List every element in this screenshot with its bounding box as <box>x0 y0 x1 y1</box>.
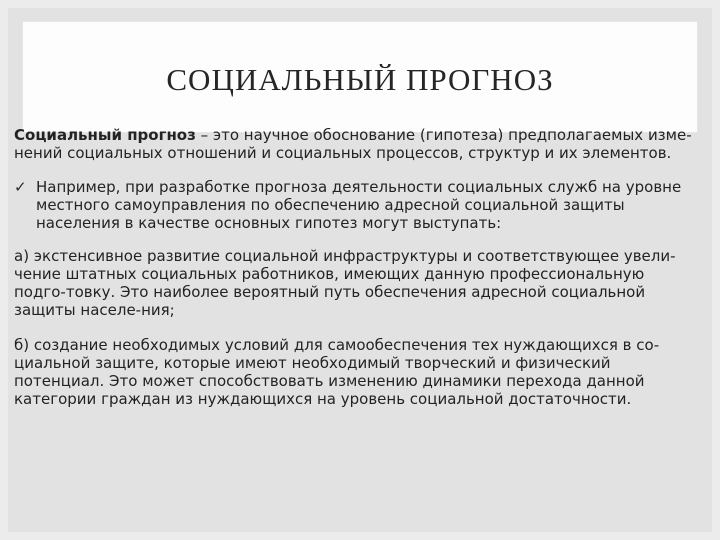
title-panel <box>22 21 698 133</box>
slide-title: СОЦИАЛЬНЫЙ ПРОГНОЗ <box>166 62 554 97</box>
definition-paragraph <box>14 126 698 162</box>
slide-body <box>14 126 698 408</box>
definition-term: Социальный прогноз <box>14 126 196 144</box>
checkmark-icon: ✓ <box>14 178 27 196</box>
definition-text: – это научное обоснование (гипотеза) предполагаемых изме-нений социальных отношений и социальных процессов, структур и их элементов. <box>14 126 692 162</box>
slide <box>8 8 712 532</box>
option-b-paragraph: б) создание необходимых условий для самообеспечения тех нуждающихся в со-циальной защите, которые имеют необходимый творческий и физический потенциал. Это может способствовать изменению динамики перехода данной категории граждан из нуждающихся на уровень социальной достаточности. <box>14 336 660 408</box>
bullet-item <box>14 178 698 232</box>
bullet-text: Например, при разработке прогноза деятельности социальных служб на уровне местного самоуправления по обеспечению адресной социальной защиты населения в качестве основных гипотез могут выступать: <box>36 178 682 232</box>
option-a-paragraph: а) экстенсивное развитие социальной инфраструктуры и соответствующее увели-чение штатных социальных работников, имеющих данную профессиональную подго-товку. Это наиболее вероятный путь обеспечения адресной социальной защиты населе-ния; <box>14 247 676 319</box>
